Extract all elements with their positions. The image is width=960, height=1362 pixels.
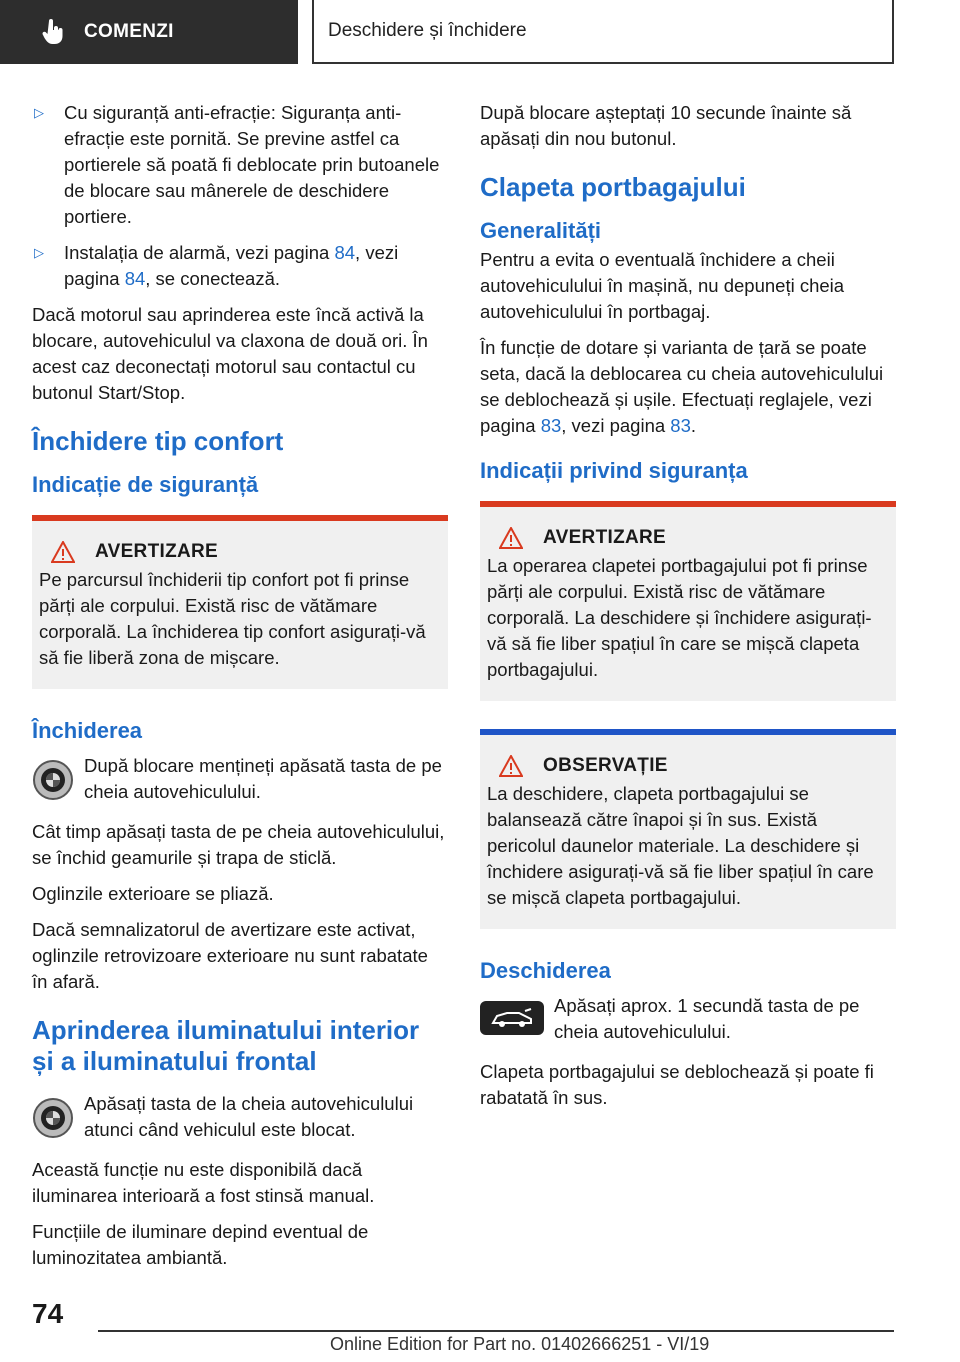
warning-triangle-icon — [499, 755, 523, 777]
paragraph: Cât timp apăsați tasta de pe cheia autovehiculului, se închid geamurile și trapa de sticlă. — [32, 821, 445, 868]
instruction-text: Apăsați aprox. 1 secundă tasta de pe cheia autovehiculului. — [554, 995, 860, 1042]
heading-safety-note: Indicație de siguranță — [32, 472, 259, 497]
key-instruction — [32, 753, 448, 805]
hand-pointer-icon — [40, 19, 66, 45]
warning-box — [32, 515, 448, 689]
section-tab[interactable] — [0, 0, 298, 64]
heading-lighting: Aprinderea iluminatului interior și a iluminatului frontal — [32, 1015, 420, 1076]
warning-text: La operarea clapetei portbagajului pot fi prinse părți ale corpului. Există risc de vătămare corporală. La deschidere și închidere asigurați-vă să fie liber spațiul în care se mișcă clapeta portbagajului. — [487, 555, 872, 680]
page-number: 74 — [32, 1298, 64, 1329]
paragraph: După blocare așteptați 10 secunde înainte să apăsați din nou butonul. — [480, 102, 852, 149]
key-instruction — [480, 993, 896, 1045]
paragraph: Clapeta portbagajului se deblochează și poate fi rabatată în sus. — [480, 1061, 874, 1108]
key-instruction — [32, 1091, 448, 1143]
list-item — [32, 240, 448, 292]
left-column — [32, 100, 448, 1281]
paragraph: Oglinzile exterioare se pliază. — [32, 883, 274, 904]
heading-comfort-closing: Închidere tip confort — [32, 426, 284, 456]
paragraph: Pentru a evita o eventuală închidere a cheii autovehiculului în mașină, nu depuneți cheia autovehiculului în portbagaj. — [480, 249, 845, 322]
edition-text: Online Edition for Part no. 01402666251 - VI/19 — [330, 1334, 710, 1354]
bullet-triangle-icon: ▷ — [34, 245, 44, 260]
list-item — [32, 100, 448, 230]
warning-triangle-icon — [51, 541, 75, 563]
note-text: La deschidere, clapeta portbagajului se balansează către înapoi și în sus. Există pericolul daunelor materiale. La deschidere și închidere asigurați-vă să fie liber spațiul în care se mișcă clapeta portbagajului. — [487, 783, 874, 908]
paragraph: Dacă semnalizatorul de avertizare este activat, oglinzile retrovizoare exterioare nu sunt rabatate în afară. — [32, 919, 428, 992]
page-link[interactable]: 84 — [334, 242, 356, 263]
instruction-text: Apăsați tasta de la cheia autovehiculului atunci când vehiculul este blocat. — [84, 1093, 414, 1140]
warning-title: AVERTIZARE — [543, 527, 666, 548]
bullet-text: Instalația de alarmă, vezi pagina 84, vezi pagina 84, se conectează. — [64, 242, 399, 289]
bullet-triangle-icon: ▷ — [34, 105, 44, 120]
page-link[interactable]: 84 — [124, 268, 146, 289]
note-box — [480, 729, 896, 929]
chapter-title: Deschidere și închidere — [312, 0, 894, 64]
warning-box — [480, 501, 896, 701]
right-column — [480, 100, 896, 1121]
paragraph: În funcție de dotare și varianta de țară se poate seta, dacă la deblocarea cu cheia autovehiculului se deblochează și ușile. Efectuați reglajele, vezi pagina 83, vezi pagina 83. — [480, 337, 884, 436]
warning-triangle-icon — [499, 527, 523, 549]
bullet-text: Cu siguranță anti-efracție: Siguranța anti-efracție este pornită. Se previne astfel ca portierele să poată fi deblocate prin butoanele de blocare sau mânerele de deschidere portiere. — [64, 102, 440, 227]
warning-title: AVERTIZARE — [95, 541, 218, 562]
page-link[interactable]: 83 — [670, 415, 691, 436]
paragraph: Funcțiile de iluminare depind eventual de luminozitatea ambiantă. — [32, 1221, 369, 1268]
footer-divider — [98, 1330, 894, 1332]
lock-key-icon — [32, 759, 74, 801]
page-header — [0, 0, 960, 66]
note-title: OBSERVAȚIE — [543, 755, 668, 776]
heading-safety-notes: Indicații privind siguranța — [480, 458, 748, 483]
page-link[interactable]: 83 — [540, 415, 562, 436]
paragraph: Dacă motorul sau aprinderea este încă activă la blocare, autovehiculul va claxona de două ori. În acest caz deconectați motorul sau contactul cu butonul Start/Stop. — [32, 304, 428, 403]
warning-text: Pe parcursul închiderii tip confort pot fi prinse părți ale corpului. Există risc de vătămare corporală. La închiderea tip confort asigurați-vă să fie liberă zona de mișcare. — [39, 569, 426, 668]
heading-opening: Deschiderea — [480, 958, 611, 983]
heading-closing: Închiderea — [32, 718, 143, 743]
section-label: COMENZI — [84, 21, 174, 42]
heading-trunk-lid: Clapeta portbagajului — [480, 172, 746, 202]
paragraph: Această funcție nu este disponibilă dacă iluminarea interioară a fost stinsă manual. — [32, 1159, 375, 1206]
instruction-text: După blocare mențineți apăsată tasta de pe cheia autovehiculului. — [84, 755, 442, 802]
trunk-button-icon — [480, 1001, 544, 1035]
lock-key-icon — [32, 1097, 74, 1139]
heading-general: Generalități — [480, 218, 602, 243]
